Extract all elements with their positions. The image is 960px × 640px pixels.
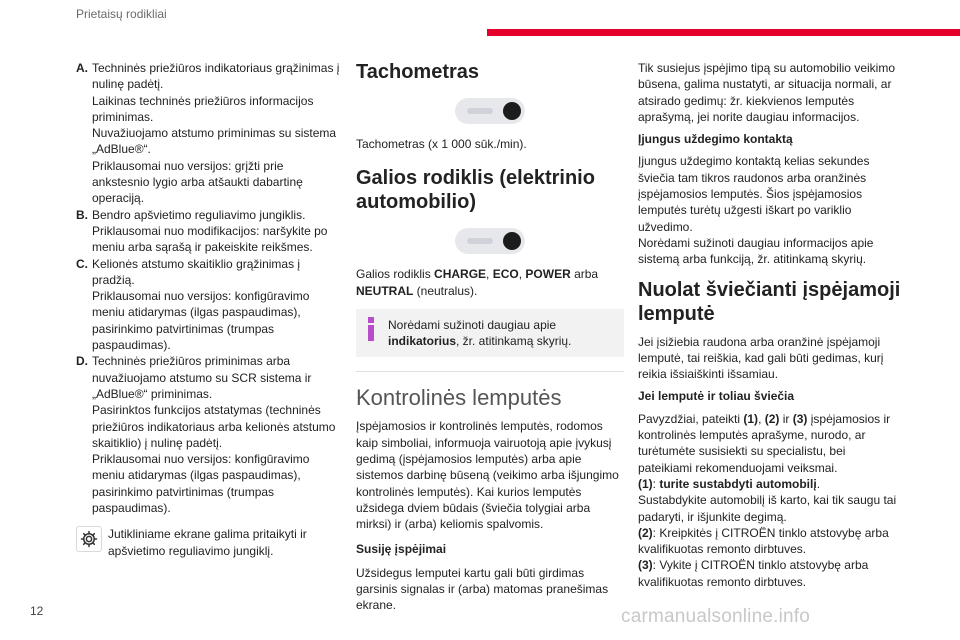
tachometer-text: Tachometras (x 1 000 sūk./min).	[356, 137, 527, 151]
middle-column	[356, 60, 624, 614]
gear-icon	[76, 526, 102, 552]
examples-text	[638, 411, 902, 476]
mode-neutral: NEUTRAL	[356, 283, 414, 298]
text-fragment: : Vykite į CITROËN tinklo atstovybę arba kvalifikuotas remonto dirbtuves.	[638, 558, 869, 589]
section-divider	[356, 371, 624, 372]
list-item-a	[76, 60, 342, 207]
info-icon	[366, 317, 376, 350]
list-item-c	[76, 256, 342, 354]
ref-1: (1)	[743, 411, 759, 426]
touchscreen-note	[76, 526, 342, 559]
tachometer-button-icon	[455, 98, 525, 124]
text-fragment: ,	[486, 267, 493, 282]
right-column	[638, 60, 902, 590]
step-1-text	[638, 476, 902, 525]
item-text: Techninės priežiūros priminimas arba nuvažiuojamo atstumo su SCR sistema ir „AdBlue®“ priminimas. Pasirinktos funkcijos atstatymas (techninės priežiūros indikatoriaus arba kelionės atstumo skaitiklio) į nulinę padėtį. Priklausomai nuo versijos: konfigūravimo meniu atidarymas (ilgas paspaudimas), pasirinkimo patvirtinimas (trumpas paspaudimas).	[92, 354, 336, 516]
permanent-lamp-heading: Nuolat šviečianti įspėjamoji lemputė	[638, 278, 901, 325]
step-3-text	[638, 557, 902, 590]
text-fragment: ,	[758, 411, 765, 426]
power-indicator-text	[356, 266, 624, 299]
power-indicator-figure	[356, 228, 624, 254]
item-text: Bendro apšvietimo reguliavimo jungiklis. Priklausomai nuo modifikacijos: naršykite po meniu arba sąrašą ir pakeiskite reikšmes.	[92, 207, 328, 255]
warning-lamps-text: Įspėjamosios ir kontrolinės lemputės, rodomos kaip simboliai, informuoja vairuotoją apie įvykusį gedimą (įspėjamosios lemputės) arba apie sistemos darbinę būseną (veikimo arba išjungimo kontrolinės lemputės). Kai kurios lemputės užsidega dviem būdais (šviečia tolygiai arba mirksi) ir (arba) keliomis spalvomis.	[356, 419, 619, 532]
item-text: Techninės priežiūros indikatoriaus grąžinimas į nulinę padėtį. Laikinas techninės priežiūros informacijos priminimas. Nuvažiuojamo atstumo priminimas su sistema „AdBlue®“. Priklausomai nuo versijos: grįžti prie ankstesnio lygio arba atšaukti dabartinę operaciją.	[92, 61, 340, 206]
tachometer-heading: Tachometras	[356, 61, 480, 83]
ignition-text: Įjungus uždegimo kontaktą kelias sekundes šviečia tam tikros raudonos arba oranžinės įspėjamosios lemputės. Šios įspėjamosios lemputės turėtų užgesti iškart po variklio užvedimo. Norėdami sužinoti daugiau informacijos apie sistemą arba funkciją, žr. atitinkamą skyrių.	[638, 154, 874, 267]
step-key: (1)	[638, 476, 653, 491]
linked-warnings-heading: Susiję įspėjimai	[356, 541, 447, 556]
list-item-d	[76, 353, 342, 516]
step-1-action: turite sustabdyti automobilį	[659, 476, 817, 491]
text-fragment: :	[652, 476, 660, 491]
ref-2: (2)	[764, 411, 780, 426]
text-fragment: ,	[518, 267, 526, 282]
text-fragment: . Sustabdykite automobilį iš karto, kai tik saugu tai padaryti, ir išjunkite degimą.	[638, 476, 897, 524]
stays-on-heading: Jei lemputė ir toliau šviečia	[638, 389, 795, 404]
page-header-title: Prietaisų rodikliai	[76, 7, 167, 21]
text-fragment: ir	[779, 411, 793, 426]
text-fragment: , žr. atitinkamą skyrių.	[456, 334, 572, 349]
ref-3: (3)	[792, 411, 808, 426]
linked-warnings-text: Užsidegus lemputei kartu gali būti girdimas garsinis signalas ir (arba) matomas pranešimas ekrane.	[356, 565, 609, 613]
note-text: Jutikliniame ekrane galima pritaikyti ir apšvietimo reguliavimo jungiklį.	[108, 527, 307, 558]
mode-charge: CHARGE	[434, 267, 487, 282]
list-item-b	[76, 207, 342, 256]
item-key: C.	[76, 256, 88, 271]
power-indicator-heading: Galios rodiklis (elektrinio automobilio)	[356, 167, 595, 214]
left-column	[76, 60, 342, 559]
item-key: B.	[76, 207, 88, 222]
item-key: D.	[76, 354, 88, 369]
permanent-lamp-text: Jei įsižiebia raudona arba oranžinė įspėjamoji lemputė, tai reiškia, kad gali būti gedimas, kurį reikia išsiaiškinti išsamiau.	[638, 334, 884, 382]
mode-power: POWER	[525, 267, 571, 282]
text-fragment: : Kreipkitės į CITROËN tinklo atstovybę arba kvalifikuotas remonto dirbtuves.	[638, 525, 889, 557]
step-key: (3)	[638, 558, 653, 573]
power-button-icon	[455, 228, 525, 254]
header-accent-bar	[487, 29, 960, 36]
warning-lamps-heading: Kontrolinės lemputės	[356, 385, 562, 411]
step-2-text	[638, 525, 902, 558]
text-fragment: arba	[570, 267, 599, 282]
text-fragment: įspėjamosios ir kontrolinės lemputės aprašyme, nurodo, ar turėtumėte susisiekti su specialistu, bei pateikiami rekomenduojami veiksmai.	[638, 411, 891, 475]
page-number: 12	[30, 604, 44, 618]
ignition-heading: Įjungus uždegimo kontaktą	[638, 132, 793, 147]
info-box	[356, 309, 624, 358]
text-fragment: Pavyzdžiai, pateikti	[638, 411, 744, 426]
text-fragment: Galios rodiklis	[356, 267, 435, 282]
tachometer-figure	[356, 98, 624, 124]
intro-text: Tik susiejus įspėjimo tipą su automobilio veikimo būsena, galima nustatyti, ar situacija normali, ar atsirado gedimų: žr. kiekvienos lemputės aprašymą, jei norite daugiau informacijos.	[638, 61, 895, 124]
item-key: A.	[76, 61, 88, 75]
mode-eco: ECO	[492, 267, 519, 282]
info-text	[388, 317, 614, 350]
item-text: Kelionės atstumo skaitiklio grąžinimas į pradžią. Priklausomai nuo versijos: konfigūravimo meniu atidarymas (ilgas paspaudimas), pasirinkimo patvirtinimas (trumpas paspaudimas).	[92, 256, 310, 353]
info-link-text: indikatorius	[388, 334, 457, 349]
text-fragment: Norėdami sužinoti daugiau apie	[388, 317, 557, 332]
watermark: carmanualsonline.info	[621, 606, 811, 627]
text-fragment: (neutralus).	[413, 283, 478, 298]
step-key: (2)	[638, 525, 653, 540]
